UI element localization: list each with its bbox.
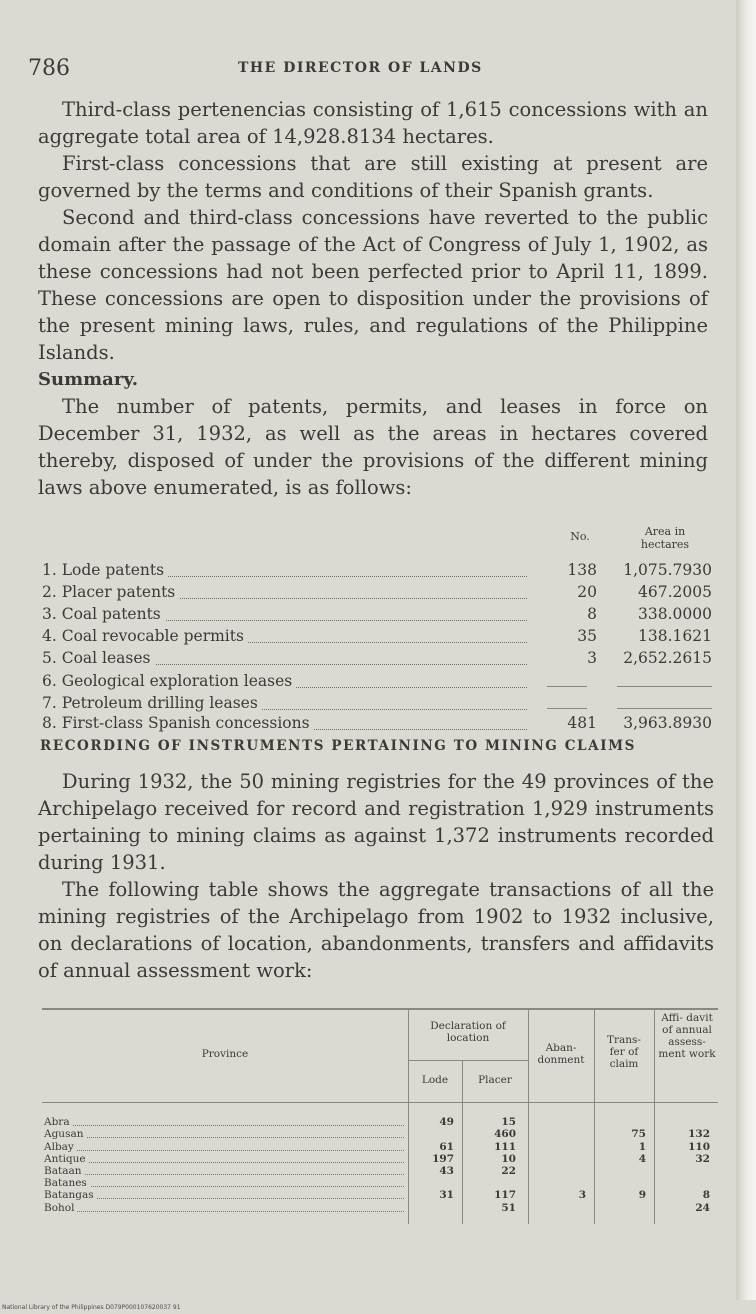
- summary-no: 3: [587, 649, 597, 667]
- cell-transfer: 9: [638, 1189, 646, 1201]
- header-lode: Lode: [421, 1074, 449, 1086]
- summary-area: 1,075.7930: [623, 561, 712, 579]
- declaration-subrule: [408, 1060, 528, 1061]
- header-abandonment: Aban- donment: [537, 1042, 585, 1066]
- summary-row: [42, 649, 722, 671]
- cell-placer: 10: [501, 1153, 516, 1165]
- empty-no-dash: [547, 708, 587, 709]
- cell-placer: 22: [501, 1165, 516, 1177]
- summary-heading: Summary.: [38, 369, 138, 390]
- running-head: [28, 56, 718, 86]
- summary-area: 467.2005: [638, 583, 712, 601]
- province-name: Bataan: [44, 1165, 84, 1177]
- summary-area: 3,963.8930: [623, 714, 712, 732]
- province-row: [42, 1141, 718, 1153]
- summary-no: 138: [567, 561, 597, 579]
- summary-label: 6. Geological exploration leases: [42, 672, 296, 690]
- leader-dots: [44, 1211, 404, 1212]
- header-placer: Placer: [478, 1074, 512, 1086]
- paragraph-third-class: Third-class pertenencias consisting of 1,615 concessions with an aggregate total area of 14,928.8134 hectares.: [38, 98, 708, 148]
- summary-no: 481: [567, 714, 597, 732]
- footer-credit: National Library of the Philippines D079P000107620037 91: [2, 1304, 181, 1311]
- summary-row: [42, 627, 722, 649]
- paragraph-second-third-class: Second and third-class concessions have reverted to the public domain after the passage of the Act of Congress of July 1, 1902, as these concessions had not been perfected prior to April 11, 1899. These concessions are open to disposition under the provisions of the present mining laws, rules, and regulations of the Philippine Islands.: [38, 206, 708, 364]
- running-title: THE DIRECTOR OF LANDS: [238, 60, 483, 76]
- cell-transfer: 1: [638, 1141, 646, 1153]
- summary-area: 2,652.2615: [623, 649, 712, 667]
- cell-aband: 3: [578, 1189, 586, 1201]
- paragraph-registries: During 1932, the 50 mining registries for the 49 provinces of the Archipelago received for record and registration 1,929 instruments pertaining to mining claims as against 1,372 instruments recorded during 1931.: [38, 770, 714, 874]
- body-text-bottom: [38, 768, 714, 984]
- table-top-rule: [42, 1008, 718, 1010]
- cell-placer: 460: [494, 1128, 516, 1140]
- page-number: 786: [28, 56, 70, 81]
- header-transfer: Trans- fer of claim: [607, 1034, 641, 1070]
- cell-placer: 117: [494, 1189, 516, 1201]
- empty-area-dash: [617, 708, 712, 709]
- leader-dots: [44, 1186, 404, 1187]
- summary-no: 8: [587, 605, 597, 623]
- table-header-rule: [42, 1102, 718, 1103]
- summary-label: 3. Coal patents: [42, 605, 165, 623]
- summary-row: [42, 714, 722, 736]
- province-name: Batangas: [44, 1189, 97, 1201]
- paragraph-table-intro: The following table shows the aggregate transactions of all the mining registries of the Archipelago from 1902 to 1932 inclusive, on declarations of location, abandonments, transfers and affidavits of annual assessment work:: [38, 878, 714, 982]
- leader-dots: [44, 1137, 404, 1138]
- province-name: Albay: [44, 1141, 77, 1153]
- body-text-top: [38, 96, 708, 501]
- summary-label: 1. Lode patents: [42, 561, 168, 579]
- province-name: Abra: [44, 1116, 73, 1128]
- cell-lode: 31: [439, 1189, 454, 1201]
- province-row: [42, 1128, 718, 1140]
- empty-no-dash: [547, 686, 587, 687]
- summary-row: [42, 672, 722, 694]
- leader-dots: [44, 1162, 404, 1163]
- province-table: [42, 1008, 718, 1224]
- cell-affidavit: 110: [688, 1141, 710, 1153]
- cell-lode: 43: [439, 1165, 454, 1177]
- province-row: [42, 1189, 718, 1201]
- cell-transfer: 4: [638, 1153, 646, 1165]
- summary-label: 4. Coal revocable permits: [42, 627, 248, 645]
- paragraph-first-class: First-class concessions that are still existing at present are governed by the terms and conditions of their Spanish grants.: [38, 152, 708, 202]
- section-heading: RECORDING OF INSTRUMENTS PERTAINING TO MINING CLAIMS: [40, 738, 637, 754]
- summary-label: 8. First-class Spanish concessions: [42, 714, 314, 732]
- summary-row: [42, 605, 722, 627]
- cell-affidavit: 8: [702, 1189, 710, 1201]
- province-row: [42, 1165, 718, 1177]
- cell-affidavit: 132: [688, 1128, 710, 1140]
- province-name: Antique: [44, 1153, 89, 1165]
- summary-no: 35: [577, 627, 597, 645]
- province-name: Agusan: [44, 1128, 86, 1140]
- province-name: Bohol: [44, 1202, 77, 1214]
- leader-dots: [44, 1125, 404, 1126]
- cell-placer: 111: [494, 1141, 516, 1153]
- summary-row: [42, 583, 722, 605]
- cell-affidavit: 32: [695, 1153, 710, 1165]
- province-row: [42, 1177, 718, 1189]
- header-province: Province: [201, 1048, 249, 1060]
- leader-dots: [44, 1150, 404, 1151]
- summary-no: 20: [577, 583, 597, 601]
- cell-placer: 51: [501, 1202, 516, 1214]
- cell-lode: 197: [432, 1153, 454, 1165]
- province-row: [42, 1153, 718, 1165]
- empty-area-dash: [617, 686, 712, 687]
- province-name: Batanes: [44, 1177, 90, 1189]
- page-edge: [736, 0, 756, 1300]
- header-declaration: Declaration of location: [430, 1020, 506, 1044]
- leader-dots: [44, 1174, 404, 1175]
- cell-lode: 61: [439, 1141, 454, 1153]
- leader-dots: [44, 1198, 404, 1199]
- summary-label: 7. Petroleum drilling leases: [42, 694, 262, 712]
- cell-transfer: 75: [631, 1128, 646, 1140]
- summary-label: 5. Coal leases: [42, 649, 155, 667]
- cell-placer: 15: [501, 1116, 516, 1128]
- paragraph-summary: The number of patents, permits, and leases in force on December 31, 1932, as well as the areas in hectares covered thereby, disposed of under the provisions of the different mining laws above enumerated, is as follows:: [38, 395, 708, 499]
- summary-col-area: Area in hectares: [640, 525, 690, 551]
- summary-row: [42, 561, 722, 583]
- province-row: [42, 1116, 718, 1128]
- province-row: [42, 1202, 718, 1214]
- cell-affidavit: 24: [695, 1202, 710, 1214]
- summary-area: 338.0000: [638, 605, 712, 623]
- summary-label: 2. Placer patents: [42, 583, 179, 601]
- summary-col-no: No.: [570, 530, 590, 543]
- summary-row: [42, 694, 722, 716]
- header-affidavit: Affi- davit of annual assess- ment work: [658, 1012, 716, 1060]
- summary-area: 138.1621: [638, 627, 712, 645]
- cell-lode: 49: [439, 1116, 454, 1128]
